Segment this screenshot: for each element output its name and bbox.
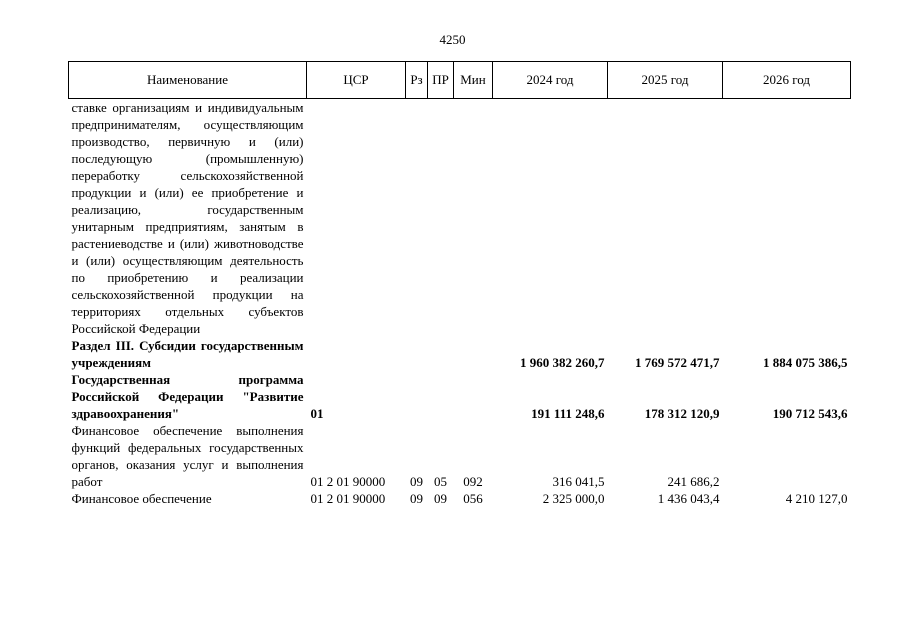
page-number: 4250 — [439, 32, 466, 47]
row-2024: 316 041,5 — [552, 474, 605, 489]
col-header-name: Наименование — [69, 62, 307, 99]
col-header-csr: ЦСР — [307, 62, 406, 99]
col-header-min: Мин — [454, 62, 493, 99]
row-2026: 190 712 543,6 — [772, 406, 848, 421]
row-pr — [428, 99, 454, 338]
row-2024: 1 960 382 260,7 — [520, 355, 605, 370]
row-2025: 241 686,2 — [667, 474, 720, 489]
row-csr: 01 2 01 90000 — [310, 491, 386, 506]
row-name: ставке организациям и индивидуальным предпринимателям, осуществляющим производство, первичную и (или) последующую (промышленную) переработку сельскохозяйственной продукции и (или) ее приобретение и реализацию, государственным унитарным предприятиям, занятым в растениеводстве и (или) животноводстве и (или) осуществляющим деятельность по приобретению и реализации сельскохозяйственной продукции на территориях отдельных субъектов Российской Федерации — [71, 100, 304, 336]
row-2024: 191 111 248,6 — [531, 406, 605, 421]
table-header-row — [69, 62, 851, 99]
row-pr — [428, 371, 454, 422]
row-min — [454, 337, 493, 371]
row-rz — [406, 371, 428, 422]
row-2024: 2 325 000,0 — [542, 491, 605, 506]
table-row — [69, 337, 851, 371]
row-rz: 09 — [410, 491, 423, 506]
row-csr: 01 — [310, 406, 324, 421]
col-header-rz: Рз — [406, 62, 428, 99]
row-2025: 1 769 572 471,7 — [635, 355, 720, 370]
row-name: Раздел III. Субсидии государственным учреждениям — [71, 338, 304, 370]
row-2026: 4 210 127,0 — [785, 491, 848, 506]
table-row — [69, 422, 851, 490]
row-2026: 1 884 075 386,5 — [763, 355, 848, 370]
col-header-2025: 2025 год — [608, 62, 723, 99]
row-2025 — [608, 99, 723, 338]
table-row — [69, 371, 851, 422]
row-csr: 01 2 01 90000 — [310, 474, 386, 489]
table-row — [69, 99, 851, 338]
row-name: Финансовое обеспечение выполнения функций федеральных государственных органов, оказания услуг и выполнения работ — [71, 423, 304, 489]
budget-table — [68, 61, 851, 507]
row-pr: 05 — [434, 474, 447, 489]
table-row — [69, 490, 851, 507]
row-pr — [428, 337, 454, 371]
row-rz — [406, 337, 428, 371]
row-min: 056 — [463, 491, 483, 506]
row-rz: 09 — [410, 474, 423, 489]
row-csr — [307, 337, 406, 371]
row-csr — [307, 99, 406, 338]
row-min — [454, 99, 493, 338]
col-header-2024: 2024 год — [493, 62, 608, 99]
row-min: 092 — [463, 474, 483, 489]
row-2025: 1 436 043,4 — [657, 491, 720, 506]
row-rz — [406, 99, 428, 338]
row-name: Государственная программа Российской Федерации "Развитие здравоохранения" — [71, 372, 304, 421]
row-name: Финансовое обеспечение — [71, 491, 212, 506]
row-2025: 178 312 120,9 — [644, 406, 720, 421]
col-header-2026: 2026 год — [723, 62, 851, 99]
row-pr: 09 — [434, 491, 447, 506]
row-2026 — [723, 422, 851, 490]
row-min — [454, 371, 493, 422]
row-2026 — [723, 99, 851, 338]
col-header-pr: ПР — [428, 62, 454, 99]
row-2024 — [493, 99, 608, 338]
